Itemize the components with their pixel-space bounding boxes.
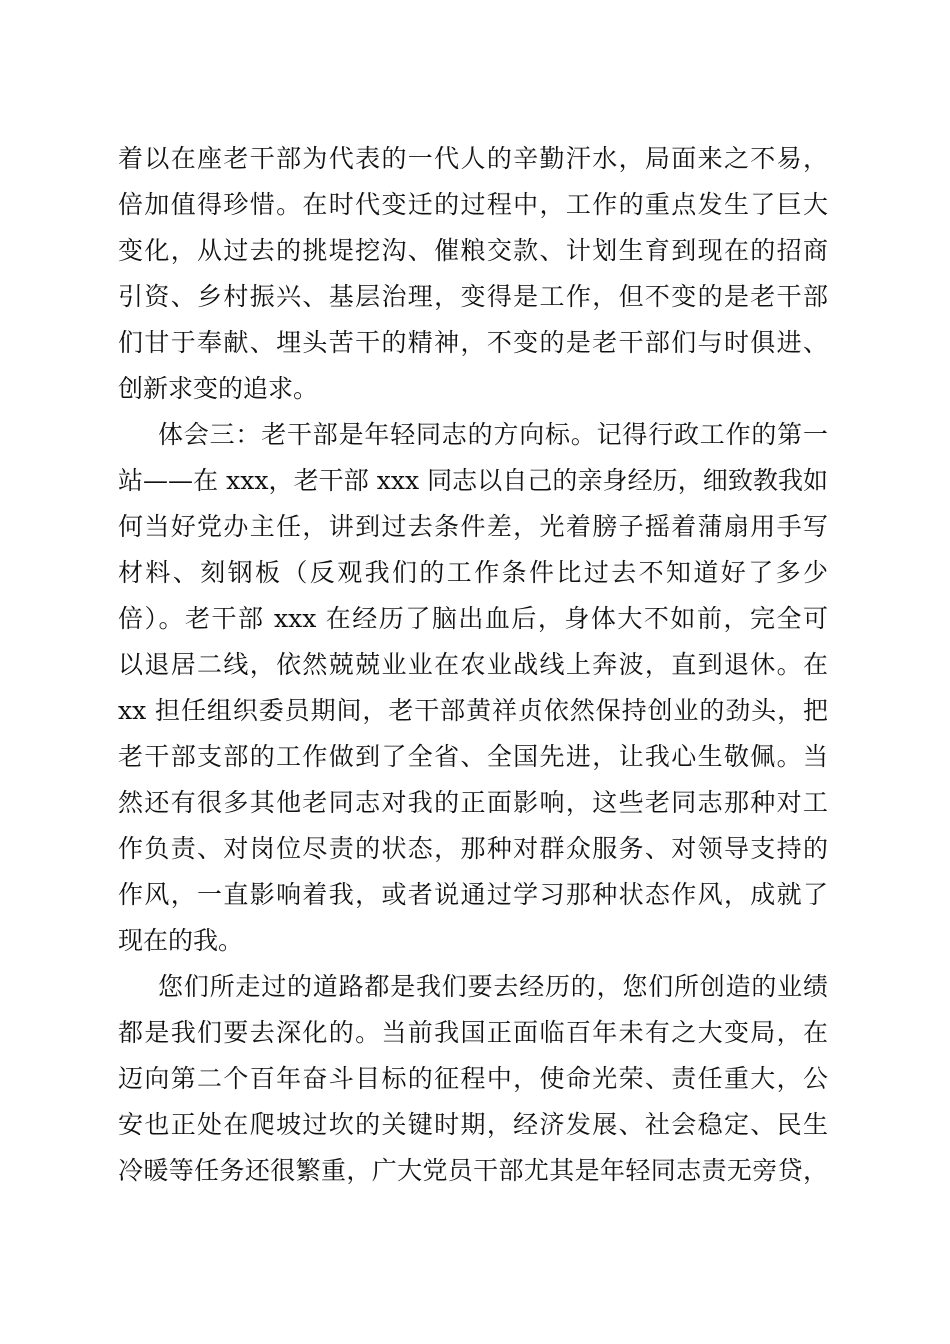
text-line: 站——在 xxx，老干部 xxx 同志以自己的亲身经历，细致教我如 [118,466,828,495]
paragraph-1 [118,136,828,412]
text-line: 老干部支部的工作做到了全省、全国先进，让我心生敬佩。当 [118,742,828,771]
text-line: 们甘于奉献、埋头苦干的精神，不变的是老干部们与时俱进、 [118,328,828,357]
text-line: 作负责、对岗位尽责的状态，那种对群众服务、对领导支持的 [118,834,828,863]
text-line: 创新求变的追求。 [118,374,319,403]
text-line: 作风，一直影响着我，或者说通过学习那种状态作风，成就了 [118,880,828,909]
text-line: 以退居二线，依然兢兢业业在农业战线上奔波，直到退休。在 [118,650,828,679]
paragraph-2 [118,412,828,964]
text-line: 变化，从过去的挑堤挖沟、催粮交款、计划生育到现在的招商 [118,236,828,265]
text-line: 冷暖等任务还很繁重，广大党员干部尤其是年轻同志责无旁贷， [118,1156,828,1185]
text-line: 倍）。老干部 xxx 在经历了脑出血后，身体大不如前，完全可 [118,604,828,633]
text-line: xx 担任组织委员期间，老干部黄祥贞依然保持创业的劲头，把 [118,696,828,725]
text-line: 引资、乡村振兴、基层治理，变得是工作，但不变的是老干部 [118,282,828,311]
body-text [118,136,828,1194]
text-line: 着以在座老干部为代表的一代人的辛勤汗水，局面来之不易， [118,144,828,173]
text-line: 倍加值得珍惜。在时代变迁的过程中，工作的重点发生了巨大 [118,190,828,219]
text-line: 材料、刻钢板（反观我们的工作条件比过去不知道好了多少 [118,558,828,587]
text-line: 都是我们要去深化的。当前我国正面临百年未有之大变局，在 [118,1018,828,1047]
paragraph-3 [118,964,828,1194]
text-line: 体会三：老干部是年轻同志的方向标。记得行政工作的第一 [158,420,828,449]
text-line: 您们所走过的道路都是我们要去经历的，您们所创造的业绩 [158,972,828,1001]
text-line: 现在的我。 [118,926,244,955]
text-line: 何当好党办主任，讲到过去条件差，光着膀子摇着蒲扇用手写 [118,512,828,541]
text-line: 然还有很多其他老同志对我的正面影响，这些老同志那种对工 [118,788,828,817]
text-line: 安也正处在爬坡过坎的关键时期，经济发展、社会稳定、民生 [118,1110,828,1139]
text-line: 迈向第二个百年奋斗目标的征程中，使命光荣、责任重大，公 [118,1064,828,1093]
